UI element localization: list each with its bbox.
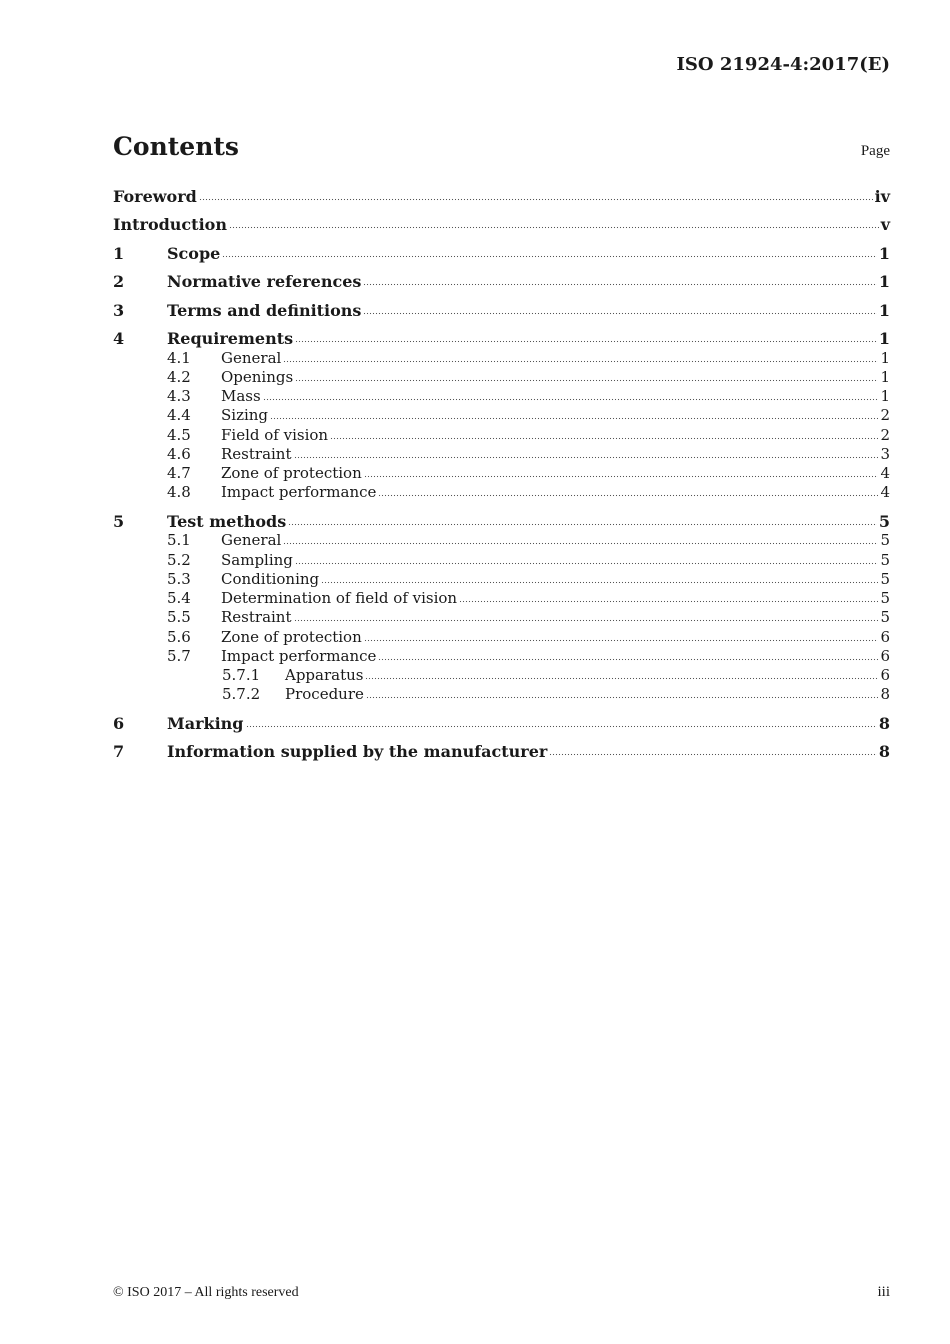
toc-entry-page: 5 [880,570,890,588]
footer-page-number: iii [877,1284,890,1300]
toc-entry-label: Sizing [221,406,269,424]
toc-entry-label: Determination of field of vision [221,589,458,607]
toc-entry-label: Openings [221,368,294,386]
toc-entry[interactable] [113,551,890,569]
footer-copyright: © ISO 2017 – All rights reserved [113,1285,299,1300]
toc-dot-leader [549,753,877,756]
toc-entry-number: 5.6 [167,628,191,646]
toc-entry-number: 4.1 [167,349,191,367]
toc-dot-leader [364,475,879,478]
toc-entry-page: 1 [878,272,890,291]
toc-entry-label: Scope [167,244,221,263]
toc-entry-label: General [221,531,282,549]
toc-entry-page: 5 [880,551,890,569]
toc-entry-page: 5 [880,608,890,626]
toc-dot-leader [363,283,876,286]
page-column-label: Page [860,143,890,159]
toc-entry[interactable] [113,464,890,482]
toc-entry[interactable] [113,512,890,531]
toc-entry-label: Impact performance [221,647,377,665]
toc-entry-number: 4.2 [167,368,191,386]
toc-entry-label: Test methods [167,512,287,531]
toc-dot-leader [459,600,878,603]
toc-entry-label: Information supplied by the manufacturer [167,742,548,761]
toc-entry-number: 4.6 [167,445,191,463]
toc-dot-leader [363,312,876,315]
toc-entry[interactable] [113,187,890,206]
toc-dot-leader [294,456,879,459]
toc-entry-label: General [221,349,282,367]
document-id: ISO 21924-4:2017(E) [676,54,890,75]
toc-dot-leader [288,523,877,526]
toc-entry-page: 2 [880,406,890,424]
toc-dot-leader [246,725,877,728]
toc-entry-number: 4.7 [167,464,191,482]
toc-entry-label: Mass [221,387,261,405]
toc-entry-page: 5 [878,512,890,531]
toc-entry-page: iv [874,187,890,206]
toc-entry-number: 5.1 [167,531,191,549]
page-title: Contents [113,132,240,161]
toc-entry-number: 5.5 [167,608,191,626]
toc-entry[interactable] [113,628,890,646]
toc-dot-leader [294,619,879,622]
toc-dot-leader [222,255,877,258]
toc-entry-label: Restraint [221,445,292,463]
toc-entry-number: 5 [113,512,125,531]
toc-entry-page: 2 [880,426,890,444]
toc-entry[interactable] [113,301,890,320]
toc-entry[interactable] [113,406,890,424]
toc-entry-page: 8 [878,714,890,733]
toc-entry-label: Sampling [221,551,293,569]
toc-entry[interactable] [113,445,890,463]
toc-entry-number: 2 [113,272,125,291]
toc-dot-leader [229,226,879,229]
toc-entry-label: Zone of protection [221,464,362,482]
toc-entry-number: 5.2 [167,551,191,569]
toc-entry-number: 5.4 [167,589,191,607]
toc-entry-label: Marking [167,714,244,733]
toc-entry[interactable] [113,742,890,761]
toc-entry-page: 1 [880,368,890,386]
toc-dot-leader [295,562,879,565]
toc-entry-page: 1 [878,301,890,320]
toc-dot-leader [321,581,878,584]
toc-entry-number: 5.7.2 [222,685,261,703]
toc-entry-page: 1 [880,387,890,405]
toc-entry[interactable] [113,387,890,405]
toc-entry-page: 8 [880,685,890,703]
toc-entry-label: Field of vision [221,426,329,444]
toc-entry-label: Normative references [167,272,362,291]
toc-entry-number: 5.3 [167,570,191,588]
toc-dot-leader [263,398,879,401]
toc-entry-number: 5.7 [167,647,191,665]
toc-entry[interactable] [113,329,890,348]
toc-entry-page: 4 [880,464,890,482]
toc-entry[interactable] [113,426,890,444]
toc-entry-number: 7 [113,742,125,761]
toc-entry-number: 4.3 [167,387,191,405]
toc-entry[interactable] [113,589,890,607]
toc-entry-number: 4.5 [167,426,191,444]
toc-entry[interactable] [113,666,890,684]
toc-entry-label: Zone of protection [221,628,362,646]
toc-entry[interactable] [113,368,890,386]
toc-entry-page: 3 [880,445,890,463]
toc-dot-leader [283,360,878,363]
toc-dot-leader [283,542,878,545]
toc-dot-leader [366,696,879,699]
toc-entry-number: 6 [113,714,125,733]
toc-entry[interactable] [113,570,890,588]
toc-entry[interactable] [113,244,890,263]
contents-heading [113,132,890,166]
toc-dot-leader [199,198,873,201]
toc-entry-page: 6 [880,647,890,665]
toc-entry-number: 5.7.1 [222,666,261,684]
toc-entry[interactable] [113,685,890,703]
toc-entry[interactable] [113,483,890,501]
toc-dot-leader [378,494,878,497]
toc-entry-label: Terms and definitions [167,301,362,320]
toc-entry-page: 8 [878,742,890,761]
toc-entry[interactable] [113,714,890,733]
toc-entry-page: 6 [880,628,890,646]
toc-entry-number: 4.4 [167,406,191,424]
toc-entry-label: Restraint [221,608,292,626]
toc-entry-label: Foreword [113,187,197,206]
toc-entry-label: Introduction [113,215,227,234]
toc-entry-number: 4.8 [167,483,191,501]
toc-entry-page: 1 [878,329,890,348]
toc-entry-page: 1 [880,349,890,367]
toc-dot-leader [364,639,879,642]
toc-entry-page: 6 [880,666,890,684]
toc-dot-leader [295,379,878,382]
toc-entry-page: v [880,215,890,234]
toc-entry-label: Procedure [285,685,364,703]
toc-entry-number: 4 [113,329,125,348]
toc-entry[interactable] [113,531,890,549]
toc-entry-label: Requirements [167,329,294,348]
toc-entry-number: 3 [113,301,125,320]
toc-entry[interactable] [113,349,890,367]
toc-entry[interactable] [113,608,890,626]
toc-entry[interactable] [113,215,890,234]
toc-entry-page: 4 [880,483,890,501]
toc-entry-number: 1 [113,244,125,263]
toc-entry-page: 5 [880,589,890,607]
toc-entry[interactable] [113,272,890,291]
toc-entry-label: Apparatus [285,666,364,684]
toc-dot-leader [365,677,878,680]
toc-entry[interactable] [113,647,890,665]
toc-dot-leader [270,417,878,420]
toc-entry-page: 5 [880,531,890,549]
toc-dot-leader [295,340,877,343]
toc-entry-label: Conditioning [221,570,320,588]
toc-entry-page: 1 [878,244,890,263]
toc-entry-label: Impact performance [221,483,377,501]
toc-dot-leader [330,437,878,440]
toc-dot-leader [378,658,878,661]
